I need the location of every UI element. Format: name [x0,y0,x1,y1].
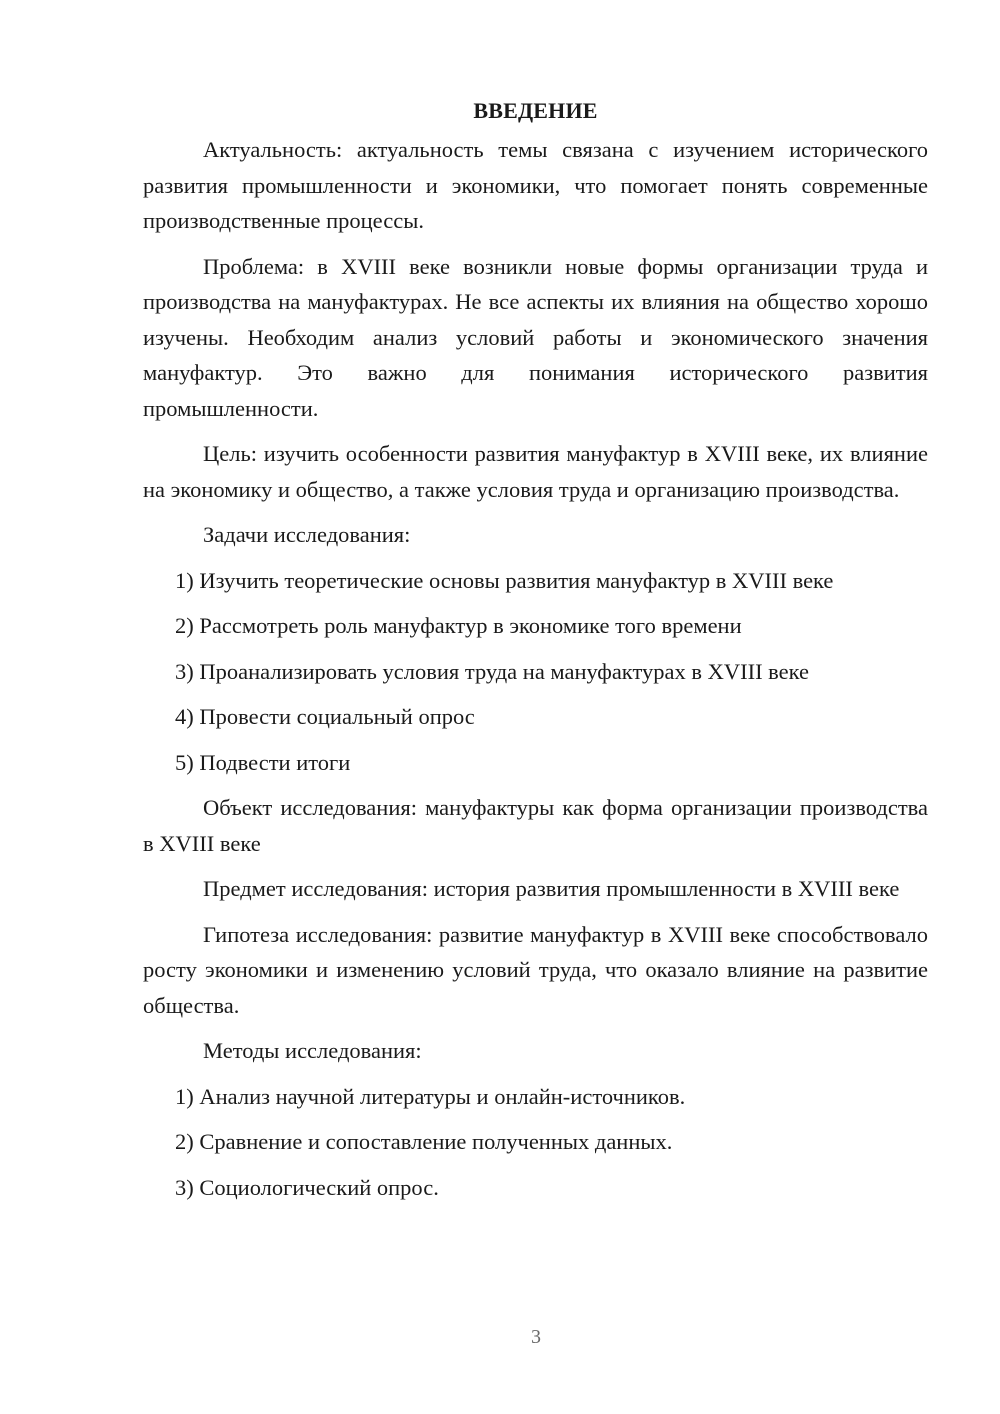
tasks-heading: Задачи исследования: [203,522,411,547]
methods-heading: Методы исследования: [203,1038,422,1063]
task-item: 5) Подвести итоги [175,749,351,775]
task-item: 3) Проанализировать условия труда на мануфактурах в XVIII веке [175,658,810,684]
document-page [143,96,928,1215]
method-item: 3) Социологический опрос. [175,1174,439,1200]
task-item: 4) Провести социальный опрос [175,704,475,729]
method-item: 1) Анализ научной литературы и онлайн-источников. [175,1083,686,1109]
section-title: ВВЕДЕНИЕ [473,98,598,123]
goal-paragraph: Цель: изучить особенности развития мануфактур в XVIII веке, их влияние на экономику и общество, а также условия труда и организацию производства. [143,441,928,502]
problem-paragraph: Проблема: в XVIII веке возникли новые формы организации труда и производства на мануфактурах. Не все аспекты их влияния на общество хорошо изучены. Необходим анализ условий работы и экономического значения мануфактур. Это важно для понимания исторического развития промышленности. [143,253,928,421]
method-item: 2) Сравнение и сопоставление полученных данных. [175,1129,673,1154]
relevance-paragraph: Актуальность: актуальность темы связана с изучением исторического развития промышленности и экономики, что помогает понять современные производственные процессы. [143,137,928,233]
page-number: 3 [531,1326,541,1348]
subject-paragraph: Предмет исследования: история развития промышленности в XVIII веке [203,876,900,901]
task-item: 1) Изучить теоретические основы развития мануфактур в XVIII веке [175,567,834,593]
object-paragraph: Объект исследования: мануфактуры как форма организации производства в XVIII веке [143,795,928,856]
hypothesis-paragraph: Гипотеза исследования: развитие мануфактур в XVIII веке способствовало росту экономики и изменению условий труда, что оказало влияние на развитие общества. [143,921,928,1018]
task-item: 2) Рассмотреть роль мануфактур в экономике того времени [175,613,742,638]
